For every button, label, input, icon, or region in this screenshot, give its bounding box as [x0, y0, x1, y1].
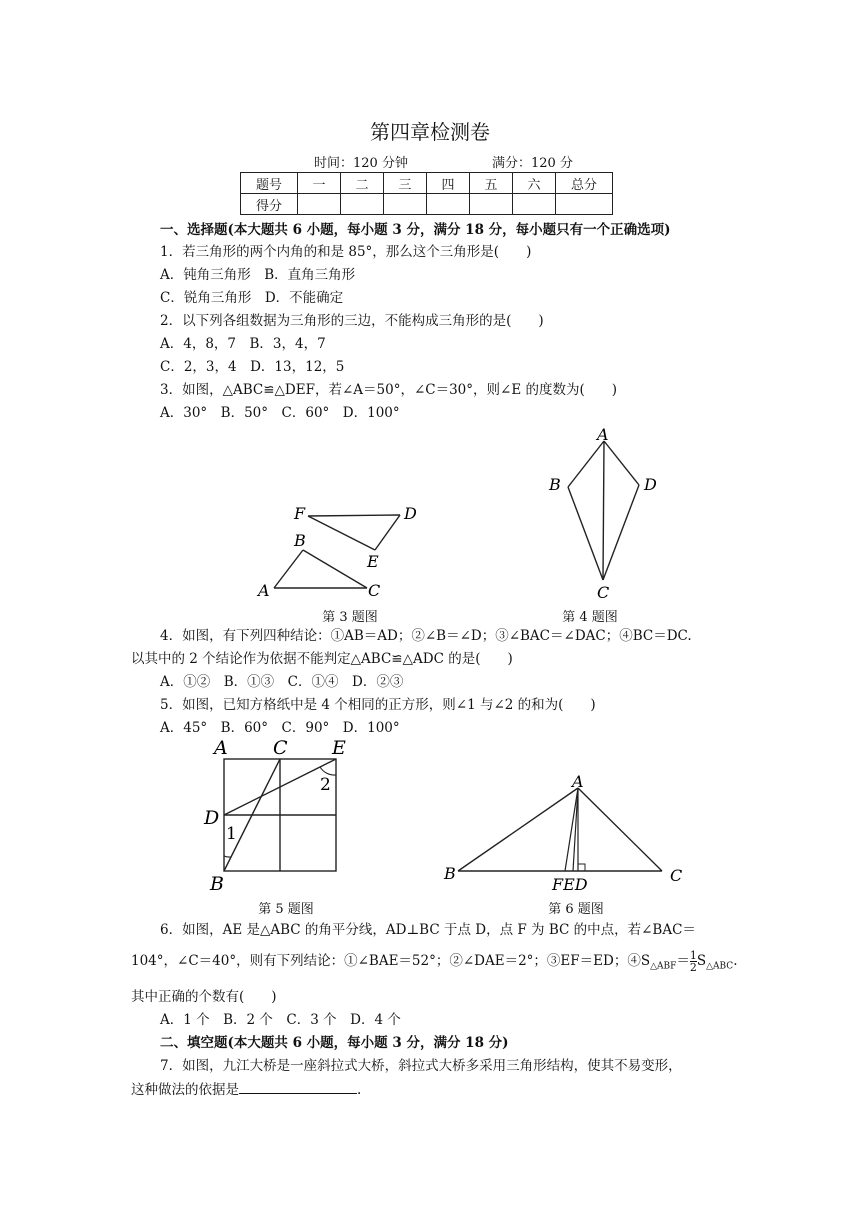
score-table-header-row: [241, 173, 613, 194]
fig5-label-a: A: [214, 738, 228, 759]
equals-sign: ＝: [676, 953, 690, 969]
fig5-angle-1: 1: [226, 824, 237, 844]
fig5-label-c: C: [273, 738, 288, 759]
question-1-options-b: C．锐角三角形 D．不能确定: [160, 290, 344, 306]
fig5-label-e: E: [332, 738, 346, 759]
score-header-cell: 五: [470, 173, 513, 194]
fig5-label-d: D: [204, 807, 220, 829]
score-header-cell: 六: [513, 173, 556, 194]
question-1-options-a: A．钝角三角形 B．直角三角形: [160, 267, 356, 283]
page-title: 第四章检测卷: [370, 120, 490, 144]
score-header-cell: 三: [384, 173, 427, 194]
score-cell[interactable]: [556, 194, 613, 215]
fig4-label-d: D: [644, 475, 657, 494]
time-limit: 时间：120 分钟: [314, 156, 408, 171]
figure-4: [540, 424, 670, 604]
question-6-line3: 其中正确的个数有( ): [131, 989, 277, 1005]
fig3-label-e: E: [367, 552, 379, 571]
score-header-cell: 四: [427, 173, 470, 194]
fig3-label-c: C: [368, 581, 381, 600]
figure-6-caption: 第 6 题图: [548, 902, 604, 917]
figure-3: [250, 495, 430, 605]
area-subscript-abf: △ABF: [650, 961, 677, 972]
question-2: 2．以下列各组数据为三角形的三边，不能构成三角形的是( ): [160, 313, 544, 329]
question-4-line2: 以其中的 2 个结论作为依据不能判定△ABC≌△ADC 的是( ): [131, 651, 513, 667]
answer-blank[interactable]: [239, 1079, 357, 1094]
fig5-angle-2: 2: [320, 775, 331, 795]
fig6-label-b: B: [444, 864, 456, 883]
score-header-cell: 二: [341, 173, 384, 194]
score-cell[interactable]: [341, 194, 384, 215]
fig6-label-a: A: [572, 774, 584, 791]
score-header-cell: 总分: [556, 173, 613, 194]
question-1: 1．若三角形的两个内角的和是 85°，那么这个三角形是( ): [160, 244, 532, 260]
question-7-line1: 7．如图，九江大桥是一座斜拉式大桥，斜拉式大桥多采用三角形结构，使其不易变形，: [160, 1058, 682, 1074]
question-5: 5．如图，已知方格纸中是 4 个相同的正方形，则∠1 与∠2 的和为( ): [160, 697, 596, 713]
fraction-denominator: 2: [689, 961, 697, 974]
question-6-text: 104°，∠C＝40°，则有下列结论：①∠BAE＝52°；②∠DAE＝2°；③EF＝ED；④S: [131, 953, 651, 969]
fig6-label-fed: FED: [552, 875, 588, 894]
question-6-line2: [131, 950, 738, 977]
full-score: 满分：120 分: [492, 156, 573, 171]
question-6-options: A．1 个 B．2 个 C．3 个 D．4 个: [160, 1012, 401, 1028]
question-2-options-b: C．2，3，4 D．13，12，5: [160, 359, 345, 375]
question-7-line2: [131, 1079, 361, 1100]
score-cell[interactable]: [384, 194, 427, 215]
area-symbol: S: [696, 953, 707, 969]
fraction-one-half: [690, 950, 697, 973]
score-row-label: 得分: [241, 194, 298, 215]
fig3-label-b: B: [294, 531, 306, 550]
question-3-options: A．30° B．50° C．60° D．100°: [160, 405, 400, 421]
score-cell[interactable]: [513, 194, 556, 215]
fig3-label-f: F: [294, 504, 306, 523]
score-table-score-row: [241, 194, 613, 215]
fig3-label-a: A: [258, 581, 270, 600]
question-5-options: A．45° B．60° C．90° D．100°: [160, 720, 400, 736]
figure-5: [196, 738, 366, 896]
sentence-end: .: [733, 953, 738, 969]
fig4-label-a: A: [597, 425, 609, 444]
area-subscript-abc: △ABC: [706, 961, 734, 972]
score-cell[interactable]: [427, 194, 470, 215]
section2-heading: 二、填空题(本大题共 6 小题，每小题 3 分，满分 18 分): [160, 1035, 509, 1051]
fig6-label-c: C: [670, 866, 683, 885]
figure-5-caption: 第 5 题图: [258, 902, 314, 917]
fig4-label-c: C: [597, 583, 610, 602]
figure-3-caption: 第 3 题图: [322, 610, 378, 625]
question-4-options: A．①② B．①③ C．①④ D．②③: [160, 674, 404, 690]
question-4-line1: 4．如图，有下列四种结论：①AB＝AD；②∠B＝∠D；③∠BAC＝∠DAC；④BC＝DC.: [160, 628, 692, 644]
section1-heading: 一、选择题(本大题共 6 小题，每小题 3 分，满分 18 分，每小题只有一个正确选项): [160, 222, 671, 238]
fraction-numerator: 1: [689, 949, 697, 962]
score-header-cell: 题号: [241, 173, 298, 194]
question-3: 3．如图，△ABC≌△DEF，若∠A＝50°，∠C＝30°，则∠E 的度数为( ): [160, 382, 618, 398]
sentence-end: .: [357, 1082, 362, 1098]
figure-6: [440, 774, 690, 894]
score-header-cell: 一: [298, 173, 341, 194]
score-cell[interactable]: [470, 194, 513, 215]
score-cell[interactable]: [298, 194, 341, 215]
fig3-label-d: D: [404, 504, 417, 523]
fig5-label-b: B: [210, 873, 224, 895]
question-2-options-a: A．4，8，7 B．3，4，7: [160, 336, 326, 352]
score-table: [240, 172, 613, 215]
question-7-text: 这种做法的依据是: [131, 1082, 239, 1098]
fig4-label-b: B: [549, 475, 561, 494]
question-6-line1: 6．如图，AE 是△ABC 的角平分线，AD⊥BC 于点 D，点 F 为 BC 的中点，若∠BAC＝: [160, 922, 696, 938]
figure-4-caption: 第 4 题图: [562, 610, 618, 625]
